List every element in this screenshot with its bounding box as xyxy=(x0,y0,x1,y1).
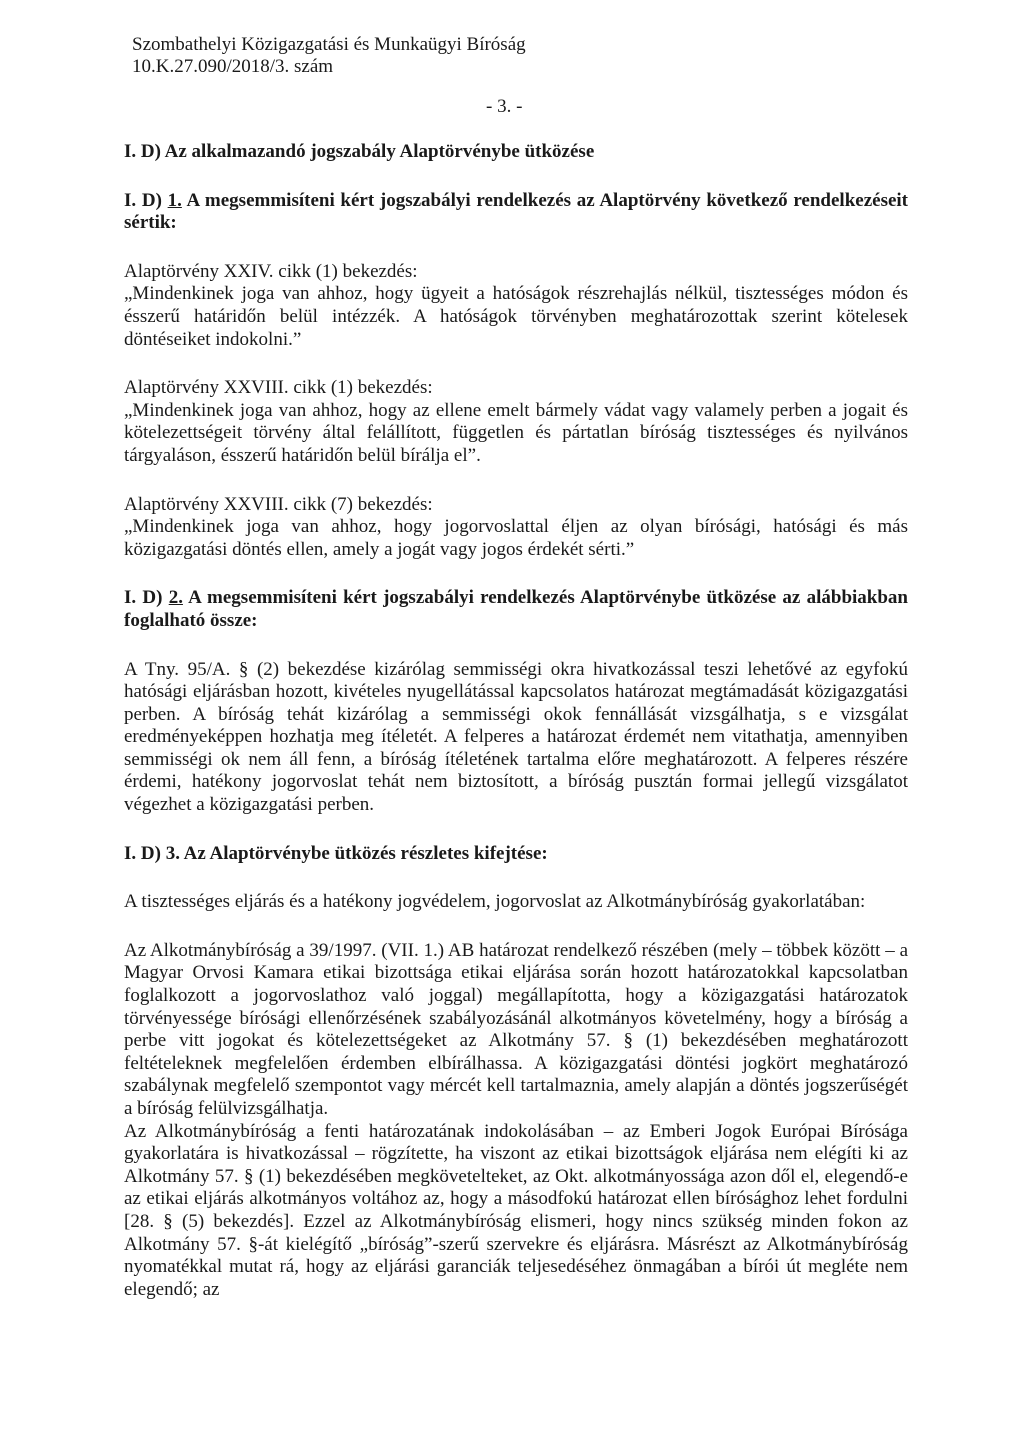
heading-prefix: I. D) xyxy=(124,587,169,609)
section-heading-d2 xyxy=(124,587,908,632)
document-body xyxy=(124,141,908,1301)
section-d2-paragraph: A Tny. 95/A. § (2) bekezdése kizárólag semmisségi okra hivatkozással teszi lehetővé az egyfokú hatósági eljárásban hozott, kivételes nyugellátással kapcsolatos határozat megtámadását közigazgatási perben. A bíróság tehát kizárólag a semmisségi okok fennállását vizsgálhatja, s e vizsgálat eredményeképpen hozhatja meg ítéletét. A felperes a határozat érdemét nem vitathatja, amennyiben semmisségi ok nem áll fenn, a bíróság ítéletének tartalma előre meghatározott. A felperes részére érdemi, hatékony jogorvoslat tehát nem biztosított, a bíróság pusztán formai jellegű vizsgálatot végezhet a közigazgatási perben. xyxy=(124,658,908,816)
heading-prefix: I. D) xyxy=(124,189,168,211)
section-d3-paragraph-2: Az Alkotmánybíróság a fenti határozatának indokolásában – az Emberi Jogok Európai Bírósága gyakorlatára is hivatkozással – rögzítette, ha viszont az etikai bizottságok eljárása nem elégíti ki az Alkotmány 57. § (1) bekezdésében megkövetelteket, az Okt. alkotmányossága azon dől el, elegendő-e az etikai eljárás alkotmányos voltához az, hogy a másodfokú határozat ellen bírósághoz lehet fordulni [28. § (5) bekezdés]. Ezzel az Alkotmánybíróság elismeri, hogy nincs szükség minden fokon az Alkotmány 57. §-át kielégítő „bíróság”-szerű szervekre és eljárásra. Másrészt az Alkotmánybíróság nyomatékkal mutat rá, hogy az eljárási garanciák teljesedéséhez önmagában a bírói út megléte nem elegendő; az xyxy=(124,1120,908,1300)
document-header xyxy=(132,34,526,78)
page-number: - 3. - xyxy=(486,96,523,117)
section-heading-d3: I. D) 3. Az Alaptörvénybe ütközés részletes kifejtése: xyxy=(124,842,548,864)
article-28-7-title: Alaptörvény XXVIII. cikk (7) bekezdés: xyxy=(124,493,433,515)
case-number: 10.K.27.090/2018/3. szám xyxy=(132,56,334,77)
heading-number: 1. xyxy=(167,189,182,211)
heading-text: A megsemmisíteni kért jogszabályi rendelkezés Alaptörvénybe ütközése az alábbiakban foglalható össze: xyxy=(124,587,908,631)
section-d3-paragraph-1: Az Alkotmánybíróság a 39/1997. (VII. 1.) AB határozat rendelkező részében (mely – többek között – a Magyar Orvosi Kamara etikai bizottsága etikai eljárása során hozott határozatokkal kapcsolatban foglalkozott a jogorvoslathoz való joggal) megállapította, hogy a közigazgatási határozatok törvényessége bírósági ellenőrzésének szabályozásánál alkotmányos követelmény, hogy a bíróság a perbe vitt jogokat és kötelezettségeket az Alkotmány 57. § (1) bekezdésében meghatározott feltételeknek megfelelően érdemben elbírálhassa. A közigazgatási döntési jogkört meghatározó szabálynak megfelelő szempontot vagy mércét kell tartalmaznia, amely alapján a döntés jogszerűségét a bíróság felülvizsgálhatja. xyxy=(124,939,908,1119)
article-24-quote: „Mindenkinek joga van ahhoz, hogy ügyeit a hatóságok részrehajlás nélkül, tisztességes módon és ésszerű határidőn belül intézzék. A hatóságok törvényben meghatározottak szerint kötelesek döntéseiket indokolni.” xyxy=(124,283,908,350)
article-28-1-title: Alaptörvény XXVIII. cikk (1) bekezdés: xyxy=(124,377,433,399)
court-name: Szombathelyi Közigazgatási és Munkaügyi Bíróság xyxy=(132,34,526,55)
section-heading-d1 xyxy=(124,190,908,235)
heading-text: A megsemmisíteni kért jogszabályi rendelkezés az Alaptörvény következő rendelkezéseit sértik: xyxy=(124,189,908,234)
section-heading-d: I. D) Az alkalmazandó jogszabály Alaptörvénybe ütközése xyxy=(124,141,595,162)
heading-number: 2. xyxy=(168,587,183,609)
article-24-title: Alaptörvény XXIV. cikk (1) bekezdés: xyxy=(124,260,418,282)
article-28-7-quote: „Mindenkinek joga van ahhoz, hogy jogorvoslattal éljen az olyan bírósági, hatósági és más közigazgatási döntés ellen, amely a jogát vagy jogos érdekét sérti.” xyxy=(124,516,908,560)
article-28-1-quote: „Mindenkinek joga van ahhoz, hogy az ellene emelt bármely vádat vagy valamely perben a jogait és kötelezettségeit törvény által felállított, független és pártatlan bíróság tisztességes és nyilvános tárgyaláson, ésszerű határidőn belül bírálja el”. xyxy=(124,399,908,466)
section-d3-intro: A tisztességes eljárás és a hatékony jogvédelem, jogorvoslat az Alkotmánybíróság gyakorlatában: xyxy=(124,891,866,913)
